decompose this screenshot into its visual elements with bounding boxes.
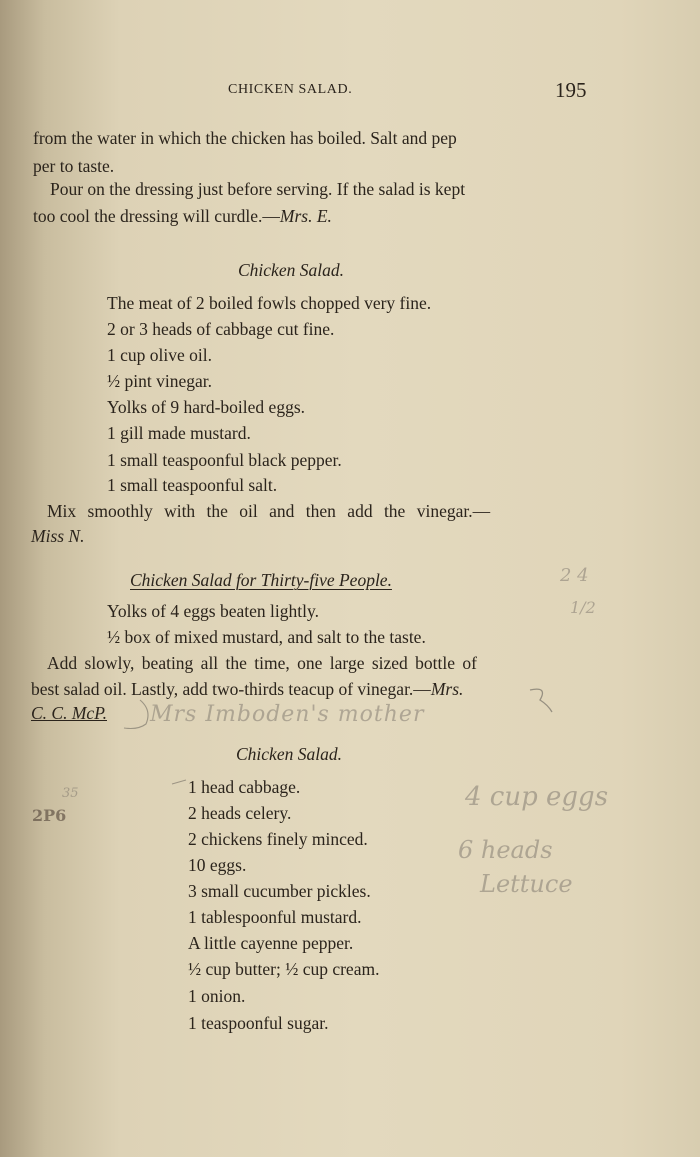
handwritten-note-right-2: 6 heads (458, 836, 553, 864)
recipe2-line-2: ½ box of mixed mustard, and salt to the taste. (107, 627, 426, 647)
handwritten-note-top-right-2: 1/2 (570, 598, 596, 617)
recipe3-title: Chicken Salad. (236, 744, 342, 764)
running-head: CHICKEN SALAD. (228, 82, 353, 97)
handwritten-note-right-3: Lettuce (480, 870, 573, 898)
continuation-line-2: per to taste. (33, 156, 115, 176)
recipe1-ingredient-4: ½ pint vinegar. (107, 371, 212, 391)
pencil-tick-mark (172, 780, 186, 784)
handwritten-note-under-author: Mrs Imboden's mother (150, 702, 425, 727)
recipe1-ingredient-8: 1 small teaspoonful salt. (107, 475, 278, 495)
recipe3-ingredient-5: 3 small cucumber pickles. (188, 881, 371, 901)
recipe2-title: Chicken Salad for Thirty-five People. (130, 570, 392, 590)
recipe3-ingredient-9: 1 onion. (188, 986, 246, 1006)
continuation-line-1: from the water in which the chicken has boiled. Salt and pep (33, 128, 457, 148)
recipe2-line-3: Add slowly, beating all the time, one large sized bottle of (47, 653, 477, 673)
recipe2-line-4-text: best salad oil. Lastly, add two-thirds teacup of vinegar.— (31, 679, 431, 699)
pencil-paren-mark (124, 700, 148, 729)
continuation-author: Mrs. E. (279, 206, 332, 226)
recipe2-author-part1: Mrs. (430, 679, 464, 699)
recipe3-ingredient-10: 1 teaspoonful sugar. (188, 1013, 329, 1033)
recipe1-instructions: Mix smoothly with the oil and then add the vinegar.— (47, 501, 491, 521)
recipe3-ingredient-1: 1 head cabbage. (188, 777, 301, 797)
recipe3-ingredient-2: 2 heads celery. (188, 803, 292, 823)
recipe3-ingredient-8: ½ cup butter; ½ cup cream. (188, 959, 380, 979)
recipe3-ingredient-6: 1 tablespoonful mustard. (188, 907, 362, 927)
recipe1-ingredient-1: The meat of 2 boiled fowls chopped very fine. (107, 293, 432, 313)
handwritten-note-left-1: 35 (62, 786, 79, 801)
recipe1-ingredient-5: Yolks of 9 hard-boiled eggs. (107, 397, 306, 417)
recipe1-ingredient-2: 2 or 3 heads of cabbage cut fine. (107, 319, 335, 339)
recipe2-line-1: Yolks of 4 eggs beaten lightly. (107, 601, 319, 621)
pencil-bracket-mark (530, 689, 552, 712)
handwritten-note-left-2: 2P6 (32, 806, 67, 825)
recipe3-ingredient-3: 2 chickens finely minced. (188, 829, 368, 849)
handwritten-note-right-1: 4 cup eggs (465, 782, 609, 812)
recipe2-author-part2: C. C. McP. (31, 703, 107, 723)
recipe1-ingredient-3: 1 cup olive oil. (107, 345, 212, 365)
continuation-line-3: Pour on the dressing just before serving. If the salad is kept (50, 179, 466, 199)
page-number: 195 (555, 78, 587, 102)
recipe3-ingredient-4: 10 eggs. (188, 855, 247, 875)
recipe1-ingredient-6: 1 gill made mustard. (107, 423, 251, 443)
recipe1-ingredient-7: 1 small teaspoonful black pepper. (107, 450, 342, 470)
recipe1-author: Miss N. (31, 526, 85, 546)
handwritten-note-top-right-1: 2 4 (560, 565, 589, 586)
recipe3-ingredient-7: A little cayenne pepper. (188, 933, 354, 953)
recipe1-title: Chicken Salad. (238, 260, 344, 280)
continuation-line-4-text: too cool the dressing will curdle.— (33, 206, 280, 226)
